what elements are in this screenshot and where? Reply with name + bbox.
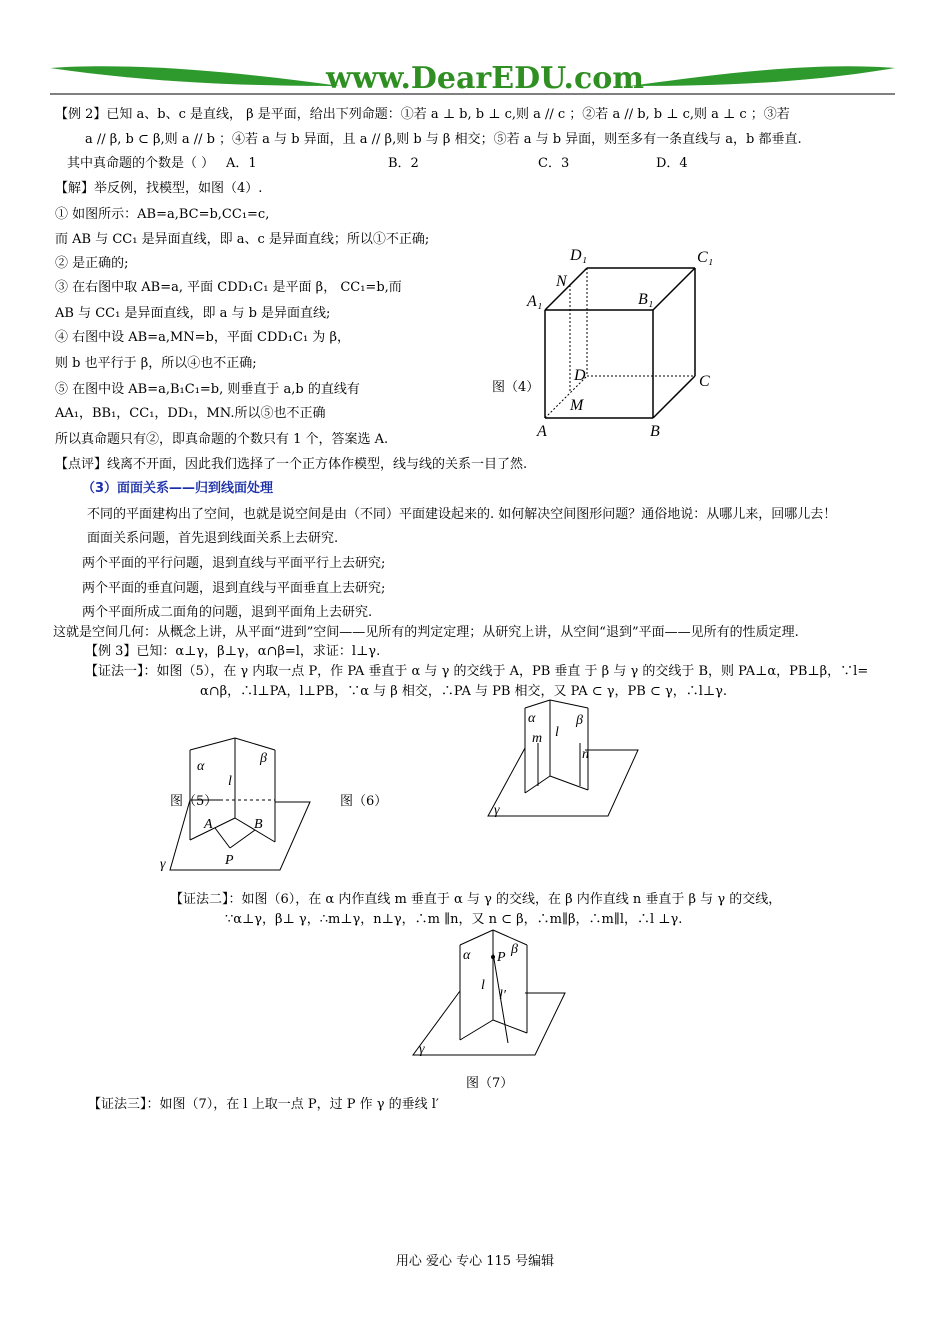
section3-para: 两个平面所成二面角的问题，退到平面角上去研究. [82,605,373,620]
svg-text:A₁: A₁ [527,293,543,310]
proof1-line1: 【证法一】：如图（5），在 γ 内取一点 P，作 PA 垂直于 α 与 γ 的交线于 A，PB 垂直 于 β 与 γ 的交线于 B，则 PA⊥α，PB⊥β，∵l= [85,664,869,679]
solution-line: 而 AB 与 CC₁ 是异面直线，即 a、c 是异面直线；所以①不正确; [55,232,430,247]
svg-text:γ: γ [419,1042,425,1057]
svg-text:B: B [650,423,660,440]
svg-text:γ: γ [494,803,500,818]
solution-line: AA₁，BB₁，CC₁，DD₁，MN.所以⑤也不正确 [55,406,326,421]
solution-line: ② 是正确的; [55,256,129,271]
site-logo: www.DearEDU.com [325,61,645,96]
proof3: 【证法三】：如图（7），在 l 上取一点 P，过 P 作 γ 的垂线 l′ [88,1097,439,1112]
svg-text:n: n [582,747,589,762]
cube-figure [520,240,720,440]
svg-text:α: α [197,759,205,774]
solution-line: ④ 右图中设 AB=a,MN=b，平面 CDD₁C₁ 为 β， [55,330,350,345]
svg-text:β: β [511,942,518,957]
svg-text:l′: l′ [499,988,506,1003]
svg-text:P: P [225,853,234,868]
right-swoosh-icon [630,66,895,86]
comment: 【点评】线离不开面，因此我们选择了一个正方体作模型，线与线的关系一目了然. [55,457,528,472]
option-d: D．4 [656,156,688,171]
svg-text:β: β [260,751,267,766]
fig4-caption: 图（4） [492,380,540,395]
option-b: B．2 [388,156,419,171]
solution-line: 则 b 也平行于 β，所以④也不正确; [55,356,257,371]
section3-title: （3）面面关系——归到线面处理 [82,481,274,496]
svg-text:l: l [228,774,232,789]
fig5-caption: 图（5） [170,794,218,809]
figure6 [480,698,650,828]
footer: 用心 爱心 专心 115 号编辑 [395,1254,555,1269]
section3-para: 面面关系问题，首先退到线面关系上去研究. [87,531,339,546]
proof2-line1: 【证法二】：如图（6），在 α 内作直线 m 垂直于 α 与 γ 的交线，在 β 内作直线 n 垂直于 β 与 γ 的交线， [170,892,782,907]
svg-text:M: M [570,397,584,414]
solution-line: ① 如图所示：AB=a,BC=b,CC₁=c, [55,207,270,222]
svg-text:N: N [556,273,567,290]
fig7-caption: 图（7） [466,1076,514,1091]
example3-given: 【例 3】已知：α⊥γ，β⊥γ，α∩β=l，求证：l⊥γ. [85,644,381,659]
svg-text:A: A [204,817,213,832]
solution-head: 【解】举反例，找模型，如图（4）. [55,181,263,196]
option-a: A．1 [226,156,257,171]
svg-text:l: l [481,978,485,993]
example2-line2: a // β, b ⊂ β,则 a // b ；④若 a 与 b 异面，且 a // β,则 b 与 β 相交；⑤若 a 与 b 异面，则至多有一条直线与 a，b 都垂直. [85,132,802,147]
left-swoosh-icon [50,66,340,86]
svg-text:α: α [463,948,471,963]
proof1-line2: α∩β，∴l⊥PA，l⊥PB，∵α 与 β 相交，∴PA 与 PB 相交，又 PA ⊂ γ，PB ⊂ γ，∴l⊥γ. [200,684,728,699]
svg-text:α: α [528,711,536,726]
solution-line: AB 与 CC₁ 是异面直线，即 a 与 b 是异面直线; [55,306,331,321]
section3-para: 两个平面的垂直问题，退到直线与平面垂直上去研究; [82,581,386,596]
section3-summary: 这就是空间几何：从概念上讲，从平面“进到”空间——见所有的判定定理；从研究上讲，从空间“退到”平面——见所有的性质定理. [53,625,799,640]
svg-text:D: D [574,367,586,384]
solution-line: ⑤ 在图中设 AB=a,B₁C₁=b, 则垂直于 a,b 的直线有 [55,382,360,397]
solution-line: ③ 在右图中取 AB=a, 平面 CDD₁C₁ 是平面 β， CC₁=b,而 [55,280,402,295]
option-c: C．3 [538,156,570,171]
svg-text:D₁: D₁ [570,247,588,264]
svg-text:A: A [537,423,547,440]
figure7 [405,925,575,1065]
svg-text:P: P [497,950,506,965]
svg-text:γ: γ [160,857,166,872]
svg-text:B₁: B₁ [638,291,654,308]
svg-text:B: B [254,817,263,832]
proof2-line2: ∵α⊥γ，β⊥ γ，∴m⊥γ，n⊥γ，∴m ∥n，又 n ⊂ β，∴m∥β，∴m∥l，∴l ⊥γ. [225,912,683,927]
example2-question: 其中真命题的个数是（ ） [67,156,215,171]
solution-line: 所以真命题只有②，即真命题的个数只有 1 个，答案选 A. [55,432,389,447]
example2-line1: 【例 2】已知 a、b、c 是直线， β 是平面，给出下列命题：①若 a ⊥ b, b ⊥ c,则 a // c ；②若 a // b, b ⊥ c,则 a ⊥ c ；③若 [55,107,790,122]
svg-text:C₁: C₁ [697,249,714,266]
svg-text:β: β [576,713,583,728]
section3-para: 两个平面的平行问题，退到直线与平面平行上去研究; [82,556,386,571]
svg-text:C: C [699,373,710,390]
header-banner [40,58,905,100]
fig6-caption: 图（6） [340,794,388,809]
section3-para: 不同的平面建构出了空间，也就是说空间是由（不同）平面建设起来的. 如何解决空间图形问题？通俗地说：从哪儿来，回哪儿去！ [87,507,837,522]
svg-text:l: l [555,725,559,740]
svg-text:m: m [532,731,543,746]
